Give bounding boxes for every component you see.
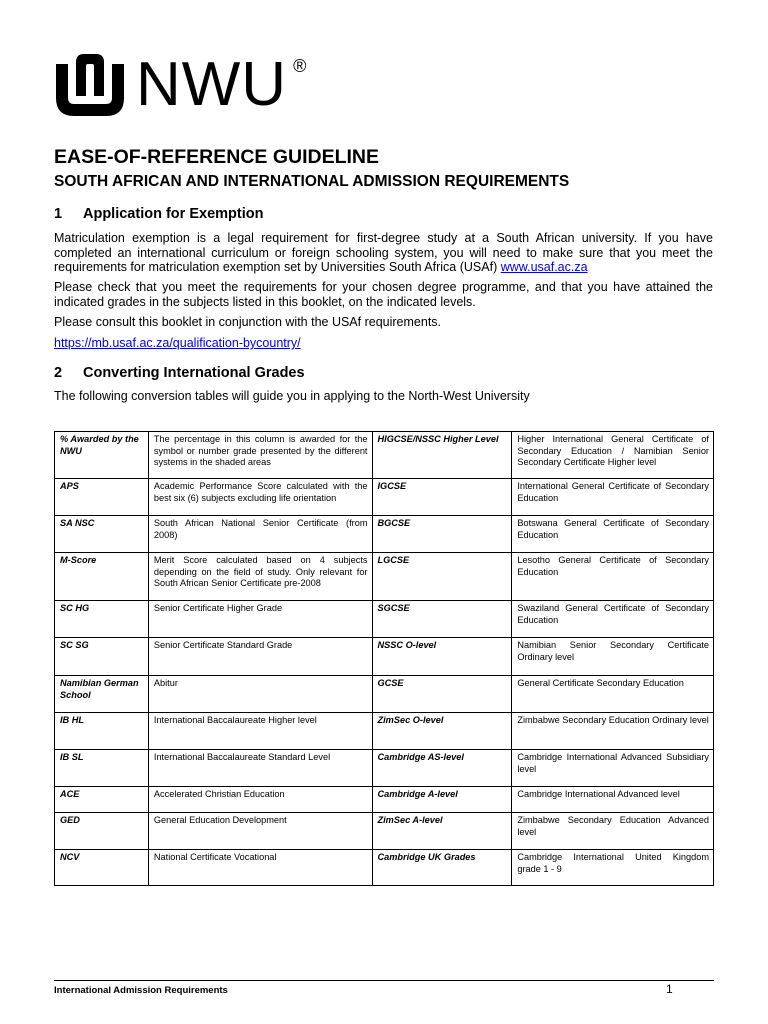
usaf-link[interactable]: www.usaf.ac.za	[500, 260, 588, 274]
table-row	[55, 516, 714, 553]
table-cell-term: Namibian German School	[55, 676, 149, 713]
table-row	[55, 676, 714, 713]
table-cell-term: % Awarded by the NWU	[55, 432, 149, 479]
table-cell-term: APS	[55, 479, 149, 516]
table-cell-term: IB SL	[55, 750, 149, 787]
table-cell-description: Cambridge International United Kingdom grade 1 - 9	[512, 850, 714, 886]
logo-text: NWU	[136, 50, 288, 119]
table-cell-description: Accelerated Christian Education	[148, 787, 372, 813]
section-2-intro: The following conversion tables will guide you in applying to the North-West University	[54, 389, 530, 403]
footer-divider	[54, 980, 714, 981]
table-cell-description: National Certificate Vocational	[148, 850, 372, 886]
table-cell-description: Zimbabwe Secondary Education Advanced level	[512, 813, 714, 850]
section-1-link-paragraph	[54, 336, 713, 351]
table-cell-description: International Baccalaureate Higher level	[148, 713, 372, 750]
section-1-paragraph-2: Please check that you meet the requirements for your chosen degree programme, and that you have attained the indicated grades in the subjects listed in this booklet, on the indicated levels.	[54, 280, 713, 309]
table-cell-description: Abitur	[148, 676, 372, 713]
nwu-emblem-icon	[54, 52, 126, 118]
table-cell-term: ACE	[55, 787, 149, 813]
table-row	[55, 601, 714, 638]
table-cell-term: ZimSec A-level	[372, 813, 512, 850]
table-cell-term: ZimSec O-level	[372, 713, 512, 750]
table-row	[55, 479, 714, 516]
table-cell-description: Swaziland General Certificate of Secondary Education	[512, 601, 714, 638]
paragraph-1-text: Matriculation exemption is a legal requirement for first-degree study at a South African university. If you have completed an international curriculum or foreign schooling system, you will need to make sure that you meet the requirements for matriculation exemption set by Universities South Africa (USAf)	[54, 231, 713, 274]
table-cell-description: Senior Certificate Higher Grade	[148, 601, 372, 638]
table-cell-description: Lesotho General Certificate of Secondary Education	[512, 553, 714, 601]
table-cell-term: NCV	[55, 850, 149, 886]
table-row	[55, 638, 714, 676]
registered-mark: ®	[293, 56, 307, 76]
table-cell-description: Namibian Senior Secondary Certificate Ordinary level	[512, 638, 714, 676]
table-cell-term: SC HG	[55, 601, 149, 638]
document-subtitle: SOUTH AFRICAN AND INTERNATIONAL ADMISSION REQUIREMENTS	[54, 173, 570, 190]
table-cell-term: SC SG	[55, 638, 149, 676]
section-1-paragraph-3: Please consult this booklet in conjunction with the USAf requirements.	[54, 315, 442, 329]
table-cell-description: International General Certificate of Secondary Education	[512, 479, 714, 516]
conversion-table	[54, 431, 714, 886]
table-row	[55, 787, 714, 813]
section-2-title: Converting International Grades	[83, 365, 305, 381]
table-cell-description: The percentage in this column is awarded for the symbol or number grade presented by the different systems in the shaded areas	[148, 432, 372, 479]
table-cell-description: Higher International General Certificate of Secondary Education / Namibian Senior Secondary Certificate Higher level	[512, 432, 714, 479]
table-cell-term: IB HL	[55, 713, 149, 750]
table-cell-description: South African National Senior Certificate (from 2008)	[148, 516, 372, 553]
table-cell-term: Cambridge A-level	[372, 787, 512, 813]
table-cell-term: IGCSE	[372, 479, 512, 516]
table-row	[55, 432, 714, 479]
table-row	[55, 813, 714, 850]
table-row	[55, 850, 714, 886]
section-1-paragraph-1	[54, 231, 713, 275]
usaf-qualification-link[interactable]: https://mb.usaf.ac.za/qualification-bycountry/	[54, 336, 301, 350]
footer-title: International Admission Requirements	[54, 985, 228, 996]
section-2-heading	[54, 365, 305, 381]
table-cell-term: M-Score	[55, 553, 149, 601]
section-1-heading	[54, 206, 263, 222]
table-cell-term: BGCSE	[372, 516, 512, 553]
table-row	[55, 750, 714, 787]
table-row	[55, 553, 714, 601]
table-cell-description: Cambridge International Advanced Subsidiary level	[512, 750, 714, 787]
section-2-number: 2	[54, 365, 63, 381]
table-cell-term: LGCSE	[372, 553, 512, 601]
table-cell-description: Senior Certificate Standard Grade	[148, 638, 372, 676]
section-1-title: Application for Exemption	[83, 206, 264, 222]
table-cell-description: Zimbabwe Secondary Education Ordinary level	[512, 713, 714, 750]
table-cell-description: Academic Performance Score calculated with the best six (6) subjects excluding life orientation	[148, 479, 372, 516]
section-1-number: 1	[54, 206, 63, 222]
table-cell-description: International Baccalaureate Standard Level	[148, 750, 372, 787]
page-number: 1	[666, 982, 673, 996]
table-cell-term: HIGCSE/NSSC Higher Level	[372, 432, 512, 479]
nwu-logo	[54, 52, 306, 122]
table-cell-term: Cambridge AS-level	[372, 750, 512, 787]
table-cell-description: General Certificate Secondary Education	[512, 676, 714, 713]
table-cell-term: SGCSE	[372, 601, 512, 638]
table-cell-term: Cambridge UK Grades	[372, 850, 512, 886]
table-cell-term: SA NSC	[55, 516, 149, 553]
table-row	[55, 713, 714, 750]
table-cell-term: GCSE	[372, 676, 512, 713]
table-cell-description: Cambridge International Advanced level	[512, 787, 714, 813]
table-cell-term: GED	[55, 813, 149, 850]
table-cell-description: Merit Score calculated based on 4 subjects depending on the field of study. Only relevant for South African Senior Certificate pre-2008	[148, 553, 372, 601]
table-cell-term: NSSC O-level	[372, 638, 512, 676]
document-title: EASE-OF-REFERENCE GUIDELINE	[54, 146, 380, 168]
table-cell-description: Botswana General Certificate of Secondary Education	[512, 516, 714, 553]
table-cell-description: General Education Development	[148, 813, 372, 850]
